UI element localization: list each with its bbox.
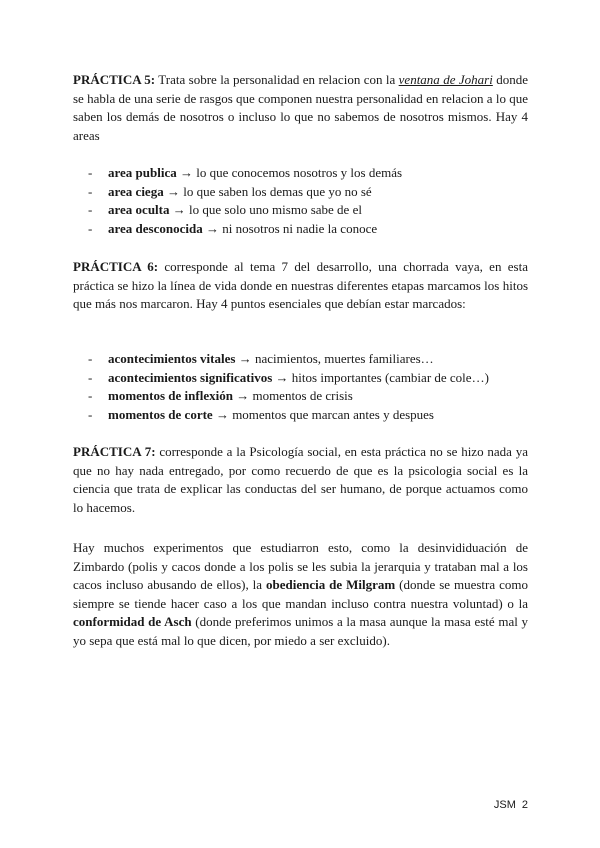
- item-desc: nacimientos, muertes familiares…: [254, 351, 434, 366]
- item-desc: lo que conocemos nosotros y los demás: [196, 165, 403, 180]
- arrow-icon: →: [275, 369, 289, 385]
- item-term: acontecimientos vitales: [108, 351, 236, 366]
- list-dash: -: [88, 406, 93, 422]
- arrow-icon: →: [180, 165, 193, 180]
- list-item: [88, 220, 528, 239]
- practica-6-text: corresponde al tema 7 del desarrollo, una chorrada vaya, en esta práctica se hizo la línea de vida donde en nuestras diferentes etapas marcamos los hitos que más nos marcaron. Hay 4 puntos esenciales que debían estar marcados:: [73, 259, 528, 312]
- list-item: [88, 369, 528, 388]
- item-term: momentos de inflexión: [108, 388, 233, 404]
- item-term: area publica: [108, 165, 177, 180]
- list-dash: -: [88, 351, 93, 366]
- page-footer: [494, 796, 528, 815]
- list-dash: -: [88, 202, 93, 218]
- arrow-icon: →: [172, 202, 186, 218]
- list-dash: -: [88, 183, 93, 199]
- list-item: [88, 406, 528, 425]
- item-term: area ciega: [108, 183, 164, 199]
- item-desc: momentos que marcan antes y despues: [232, 406, 434, 422]
- list-item: [88, 350, 528, 369]
- arrow-icon: →: [205, 220, 219, 236]
- list-item: [88, 387, 528, 406]
- list-item: [88, 164, 528, 183]
- list-item: [88, 201, 528, 220]
- item-term: momentos de corte: [108, 406, 213, 422]
- item-term: area oculta: [108, 202, 170, 218]
- list-dash: -: [88, 388, 93, 404]
- experiments-paragraph: [73, 539, 528, 651]
- arrow-icon: →: [238, 351, 252, 366]
- practica-7-text: corresponde a la Psicología social, en esta práctica no se hizo nada ya que no hay nada entregado, por como recuerdo de que es la psicologia social es la ciencia que trata de explicar las conductas del ser humano, de porque actuamos como lo hacemos.: [73, 444, 528, 515]
- arrow-icon: →: [166, 183, 180, 199]
- item-term: area desconocida: [108, 220, 203, 236]
- item-desc: lo que solo uno mismo sabe de el: [189, 202, 362, 218]
- practica-5-text-cont: donde se habla de una serie de rasgos que componen nuestra personalidad en relacion a lo que saben los demás de nosotros o incluso lo que no sabemos de nosotros mismos. Hay 4 areas: [73, 72, 528, 143]
- page-number: 2: [521, 799, 528, 811]
- arrow-icon: →: [236, 388, 250, 404]
- practica-5-heading: PRÁCTICA 5:: [73, 72, 156, 87]
- experiments-text: Hay muchos experimentos que estudiarron esto, como la desinvididuación de Zimbardo (polis y cacos donde a los polis se les subia la jerarquia y trataban mal a los cacos incluso abusando de ellos), la: [73, 540, 528, 593]
- johari-link[interactable]: ventana de Johari: [398, 72, 493, 87]
- list-dash: -: [88, 220, 93, 236]
- experiments-text-cont: (donde se muestra como siempre se tiende hacer caso a los que mandan incluso contra nuestra voluntad) o la: [73, 577, 528, 611]
- johari-areas-list: [88, 164, 528, 238]
- asch-term: conformidad de Asch: [73, 614, 192, 630]
- practica-5-text: Trata sobre la personalidad en relacion con la: [155, 72, 399, 87]
- practica-5-paragraph: [73, 71, 528, 145]
- list-item: [88, 183, 528, 202]
- item-term: acontecimientos significativos: [108, 369, 273, 385]
- arrow-icon: →: [215, 406, 229, 422]
- list-dash: -: [88, 165, 93, 180]
- life-line-points-list: [88, 350, 528, 424]
- item-desc: momentos de crisis: [252, 388, 353, 404]
- footer-author: JSM: [493, 799, 516, 811]
- item-desc: hitos importantes (cambiar de cole…): [291, 369, 489, 385]
- experiments-text-end: (donde preferimos unimos a la masa aunque la masa esté mal y yo sepa que está mal lo que dicen, por miedo a ser excluido).: [73, 614, 528, 648]
- practica-7-heading: PRÁCTICA 7:: [73, 444, 156, 459]
- practica-6-paragraph: [73, 258, 528, 314]
- practica-6-heading: PRÁCTICA 6:: [73, 259, 159, 274]
- milgram-term: obediencia de Milgram: [266, 577, 396, 593]
- list-dash: -: [88, 369, 93, 385]
- item-desc: lo que saben los demas que yo no sé: [183, 183, 372, 199]
- item-desc: ni nosotros ni nadie la conoce: [222, 220, 378, 236]
- practica-7-paragraph: [73, 443, 528, 517]
